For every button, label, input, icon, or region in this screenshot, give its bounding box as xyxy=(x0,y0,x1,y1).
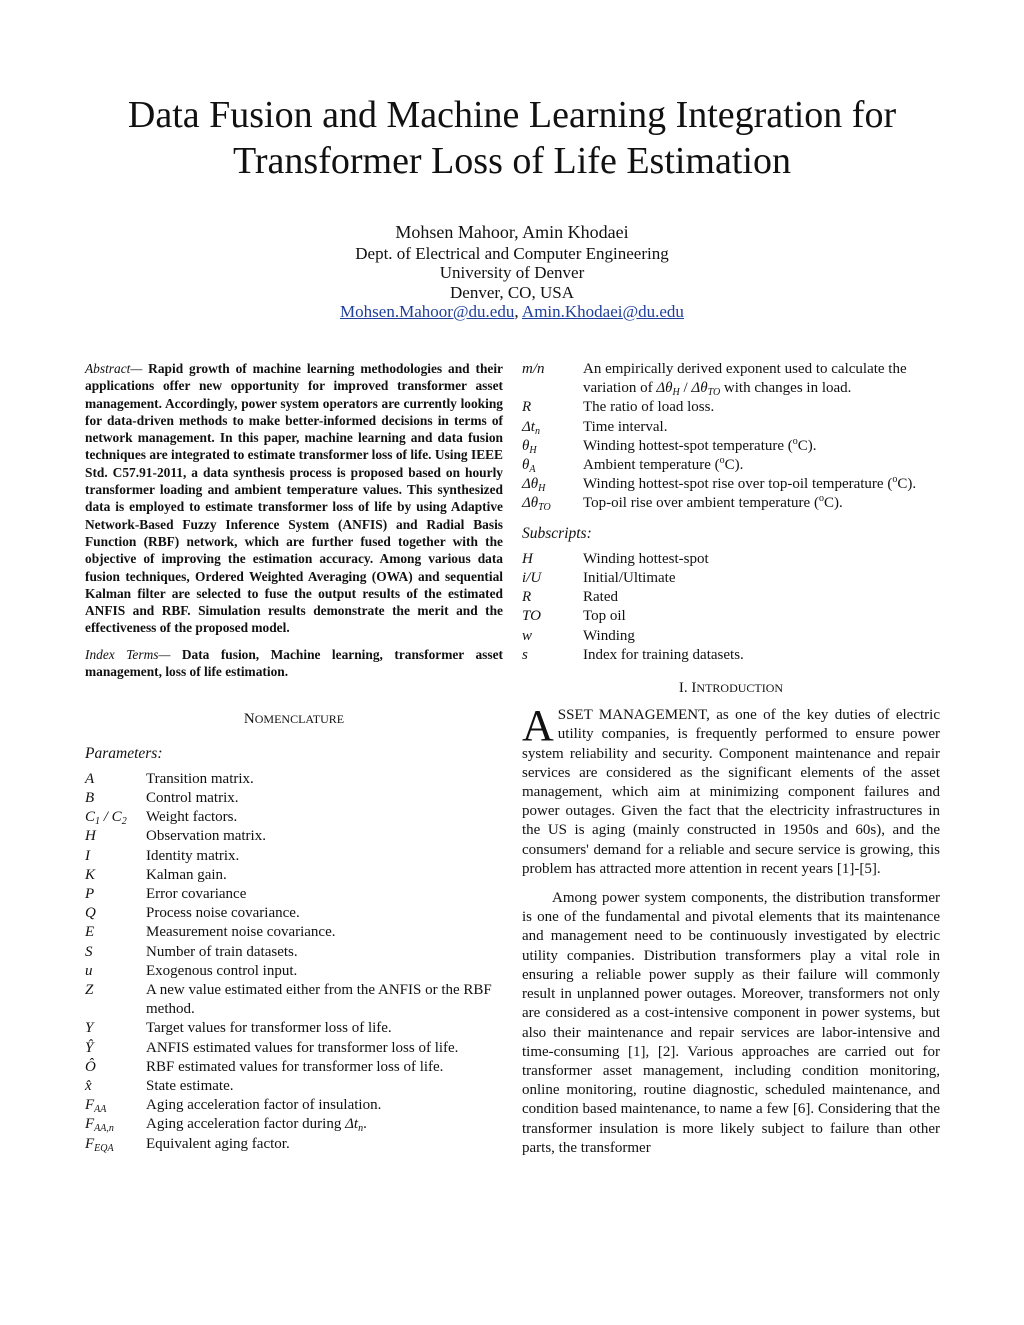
subscript-description: Index for training datasets. xyxy=(583,646,744,663)
parameter-description: Equivalent aging factor. xyxy=(146,1135,290,1152)
author-names: Mohsen Mahoor, Amin Khodaei xyxy=(395,222,629,242)
parameter-symbol: S xyxy=(85,943,93,960)
parameter-description: Transition matrix. xyxy=(146,770,254,787)
parameter-description: A new value estimated either from the ANFIS or the RBF method. xyxy=(146,981,492,1018)
parameter-symbol: Z xyxy=(85,981,94,998)
author-emails: Mohsen.Mahoor@du.edu, Amin.Khodaei@du.edu xyxy=(340,302,684,321)
subscript-row xyxy=(522,588,940,607)
nomenclature-heading: NOMENCLATURE xyxy=(243,711,345,728)
parameter-description: Observation matrix. xyxy=(146,828,266,845)
subscript-symbol: TO xyxy=(522,608,541,625)
parameter-description: RBF estimated values for transformer loss of life. xyxy=(146,1058,444,1075)
parameter-symbol: u xyxy=(85,962,93,979)
parameter-row xyxy=(85,1135,503,1154)
subscript-row xyxy=(522,646,940,665)
affiliation-dept: Dept. of Electrical and Computer Engineering xyxy=(355,243,669,263)
parameter-symbol: $\theta_H$ xyxy=(522,437,537,456)
parameter-symbol: Q xyxy=(85,905,96,922)
parameter-row xyxy=(522,360,940,398)
parameter-symbol: $\Delta\theta_H$ xyxy=(522,476,546,495)
index-terms-text: Data fusion, Machine learning, transformer asset management, loss of life estimation. xyxy=(85,646,504,680)
parameter-description: Ambient temperature ($^o$C). xyxy=(583,455,744,474)
author-block xyxy=(0,223,1024,322)
right-column xyxy=(522,360,940,1158)
parameter-description: Winding hottest-spot temperature ($^o$C). xyxy=(583,435,817,454)
parameter-description: Control matrix. xyxy=(146,789,239,806)
parameters-list-continued xyxy=(522,360,940,514)
parameter-description: Measurement noise covariance. xyxy=(146,924,336,941)
parameter-description: Target values for transformer loss of life. xyxy=(146,1020,392,1037)
parameter-row xyxy=(85,981,503,1019)
affiliation-location: Denver, CO, USA xyxy=(450,282,574,302)
parameter-row xyxy=(85,1058,503,1077)
paper-title: Data Fusion and Machine Learning Integration for Transformer Loss of Life Estimation xyxy=(127,94,897,182)
abstract-text: Rapid growth of machine learning methodologies and their applications offer new opportunity for improved transformer asset management. Accordingly, power system operators are currently looking for data-driven methods to make better-informed decisions in terms of network management. In this paper, machine learning and data fusion techniques are integrated to estimate transformer loss of life. Using IEEE Std. C57.91-2011, a data synthesis process is proposed based on hourly transformer loading and ambient temperature values. This synthesized data is employed to estimate transformer loss of life by using Adaptive Network-Based Fuzzy Inference System (ANFIS) and Radial Basis Function (RBF) network, which are further fused together with the objective of improving the estimation accuracy. Among various data fusion techniques, Ordered Weighted Averaging (OWA) and sequential Kalman filter are selected to fuse the output results of the estimated ANFIS and RBF. Simulation results demonstrate the merit and the effectiveness of the proposed model. xyxy=(85,361,503,636)
parameter-symbol: E xyxy=(85,924,95,941)
parameter-row xyxy=(522,418,940,437)
parameter-symbol: $C_1 / C_2$ xyxy=(85,809,127,828)
parameter-description: The ratio of load loss. xyxy=(583,399,715,416)
abstract-label: Abstract— xyxy=(85,361,143,376)
parameter-row xyxy=(522,475,940,494)
parameter-symbol: $\Delta\theta_{TO}$ xyxy=(522,495,551,514)
subscript-symbol: i/U xyxy=(522,570,542,587)
email-link-mahoor[interactable]: Mohsen.Mahoor@du.edu xyxy=(340,302,515,321)
subscript-description: Top oil xyxy=(583,608,626,625)
parameter-row xyxy=(85,827,503,846)
parameter-row xyxy=(522,456,940,475)
parameter-row xyxy=(85,943,503,962)
subscript-row xyxy=(522,569,940,588)
parameter-row xyxy=(522,437,940,456)
parameter-description: Winding hottest-spot rise over top-oil temperature ($^o$C). xyxy=(583,474,917,493)
left-column xyxy=(85,360,503,1154)
parameter-description: Number of train datasets. xyxy=(146,943,298,960)
parameter-description: ANFIS estimated values for transformer loss of life. xyxy=(146,1039,459,1056)
subscript-row xyxy=(522,627,940,646)
abstract xyxy=(85,360,503,637)
parameter-row xyxy=(85,1096,503,1115)
parameter-row xyxy=(85,847,503,866)
parameter-symbol: P xyxy=(85,885,95,902)
parameter-description: Process noise covariance. xyxy=(146,905,300,922)
parameter-row xyxy=(85,885,503,904)
subscript-description: Winding hottest-spot xyxy=(583,550,709,567)
parameter-symbol: $F_{AA}$ xyxy=(85,1097,107,1116)
parameter-description: Weight factors. xyxy=(146,809,238,826)
parameter-row xyxy=(85,1077,503,1096)
parameter-symbol: $F_{AA,n}$ xyxy=(85,1116,114,1135)
subscript-row xyxy=(522,607,940,626)
parameters-label: Parameters: xyxy=(85,744,163,762)
parameter-description: Error covariance xyxy=(146,885,247,902)
parameter-symbol: H xyxy=(85,828,96,845)
subscript-symbol: R xyxy=(522,589,532,606)
subscript-symbol: s xyxy=(522,646,528,663)
parameter-symbol: x̂ xyxy=(85,1078,92,1094)
parameter-description: Top-oil rise over ambient temperature ($^o$C). xyxy=(583,493,843,512)
parameter-row xyxy=(85,808,503,827)
parameter-symbol: m/n xyxy=(522,361,545,377)
parameter-description: Exogenous control input. xyxy=(146,962,298,979)
parameter-row xyxy=(85,866,503,885)
parameter-row xyxy=(85,923,503,942)
parameter-symbol: $\Delta t_n$ xyxy=(522,418,540,437)
parameter-symbol: Y xyxy=(85,1020,94,1037)
subscript-symbol: H xyxy=(522,550,533,567)
affiliation-university: University of Denver xyxy=(439,263,585,282)
subscripts-list xyxy=(522,550,940,665)
parameter-symbol: K xyxy=(85,866,96,883)
subscript-symbol: w xyxy=(522,627,533,644)
parameter-row xyxy=(85,1039,503,1058)
parameter-symbol: $\theta_A$ xyxy=(522,457,536,476)
parameter-symbol: Ŷ xyxy=(85,1039,94,1056)
parameters-list xyxy=(85,770,503,1154)
parameter-description: Kalman gain. xyxy=(146,866,227,883)
parameter-symbol: R xyxy=(522,399,532,416)
subscript-description: Rated xyxy=(583,589,618,606)
intro-paragraph-2: Among power system components, the distribution transformer is one of the fundamental and pivotal elements that its maintenance and management need to be continuously investigated by electric utility companies. Distribution transformers play a vital role in ensuring a reliable power supply as their failure will commonly result in unplanned power outages. Moreover, transformers not only are considered as a cost-intensive component in power systems, but also their maintenance and repair services are labor-intensive and time-consuming [1], [2]. Various approaches are carried out for transformer asset management, including condition monitoring, online monitoring, routine diagnostic, scheduled maintenance, and condition based maintenance, to name a few [6]. Considering that the transformer insulation is more likely subject to failure than other parts, the transformer xyxy=(522,890,940,1156)
subscript-description: Winding xyxy=(583,627,635,644)
drop-cap: A xyxy=(522,701,554,751)
index-terms xyxy=(85,646,503,681)
parameter-row xyxy=(85,904,503,923)
parameter-symbol: B xyxy=(85,789,95,806)
parameter-description: State estimate. xyxy=(146,1078,234,1094)
parameter-row xyxy=(85,789,503,808)
parameter-symbol: I xyxy=(85,847,90,864)
parameter-description: Aging acceleration factor during $\Delta t_n$. xyxy=(146,1116,367,1135)
subscript-row xyxy=(522,550,940,569)
parameter-row xyxy=(85,1115,503,1134)
parameter-description: Time interval. xyxy=(583,418,668,435)
parameter-description: Aging acceleration factor of insulation. xyxy=(146,1097,382,1114)
parameter-description: Identity matrix. xyxy=(146,847,240,864)
parameter-description: An empirically derived exponent used to calculate the variation of $\Delta\theta_H / \Delta\theta_{TO}$ with changes in load. xyxy=(583,361,907,399)
intro-paragraph-1: ASSET MANAGEMENT, as one of the key duties of electric utility companies, is frequently performed to ensure power system reliability and security. Component maintenance and repair services are considered as the significant elements of the asset management, which aim at minimizing component failures and power outages. Given the fact that the electricity infrastructures in the US is aging (mainly constructed in 1950s and 60s), and the consumers' demand for a reliable and secure service is growing, this problem has attracted more attention in recent years [1]-[5]. xyxy=(522,701,940,877)
parameter-row xyxy=(522,494,940,513)
parameter-row xyxy=(522,398,940,417)
parameter-row xyxy=(85,1019,503,1038)
email-link-khodaei[interactable]: Amin.Khodaei@du.edu xyxy=(521,302,684,321)
subscript-description: Initial/Ultimate xyxy=(583,570,676,587)
index-terms-label: Index Terms— xyxy=(85,646,171,662)
parameter-row xyxy=(85,962,503,981)
parameter-symbol: Ô xyxy=(85,1058,96,1075)
parameter-row xyxy=(85,770,503,789)
introduction-heading: I. INTRODUCTION xyxy=(678,680,784,697)
parameter-symbol: A xyxy=(85,770,95,787)
subscripts-label: Subscripts: xyxy=(522,524,592,542)
parameter-symbol: $F_{EQA}$ xyxy=(85,1135,114,1154)
